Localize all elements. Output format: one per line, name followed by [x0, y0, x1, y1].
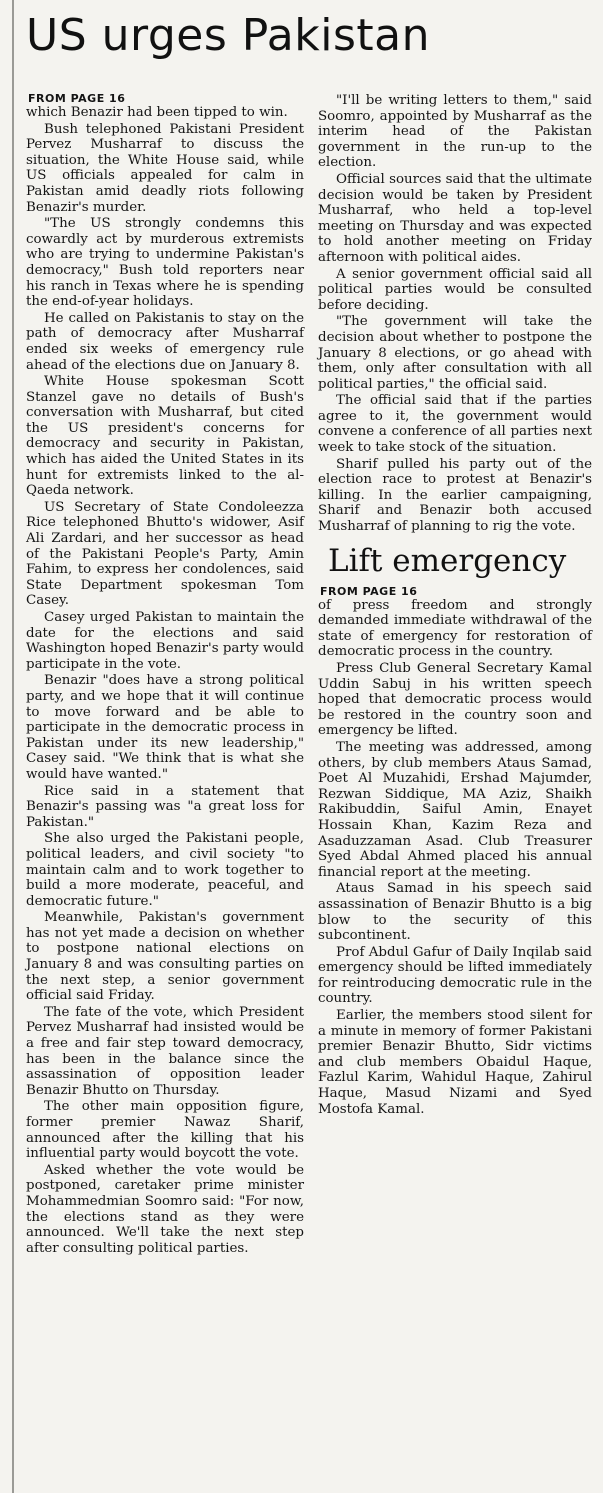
article-paragraph: Benazir "does have a strong political party, and we hope that it will continue to move forward and be able to participate in the democratic process in Pakistan under its new leadership," Casey said. "We think that is what she would have wanted." [26, 673, 304, 782]
article-column-left [26, 92, 304, 1257]
second-story-headline: Lift emergency [328, 542, 567, 579]
article-paragraph: Official sources said that the ultimate decision would be taken by President Musharraf, who held a top-level meeting on Thursday and was expected to hold another meeting on Friday afternoon with political aides. [318, 171, 592, 265]
article-paragraph: which Benazir had been tipped to win. [26, 105, 288, 120]
article-paragraph: Sharif pulled his party out of the election race to protest at Benazir's killing. In the earlier campaigning, Sharif and Benazir both accused Musharraf of planning to rig the vote. [318, 456, 592, 535]
article-paragraph: "The government will take the decision about whether to postpone the January 8 elections, or go ahead with them, only after consultation with all political parties," the official said. [318, 314, 592, 392]
article-paragraph: Meanwhile, Pakistan's government has not yet made a decision on whether to postpone national elections on January 8 and was consulting parties on the next step, a senior government official said Friday. [26, 910, 304, 1004]
article-paragraph: The official said that if the parties agree to it, the government would convene a conference of all parties next week to take stock of the situation. [318, 393, 592, 456]
continuation-label: FROM PAGE 16 [28, 92, 126, 105]
page-title: US urges Pakistan [26, 10, 430, 61]
article-paragraph: Casey urged Pakistan to maintain the date for the elections and said Washington hoped Benazir's party would participate in the vote. [26, 610, 304, 672]
article-paragraph: The other main opposition figure, former premier Nawaz Sharif, announced after the killing that his influential party would boycott the vote. [26, 1099, 304, 1162]
article-paragraph: Bush telephoned Pakistani President Pervez Musharraf to discuss the situation, the White House said, while US officials appealed for calm in Pakistan amid deadly riots following Benazir's murder. [26, 121, 304, 215]
article-paragraph: The fate of the vote, which President Pervez Musharraf had insisted would be a free and fair step toward democracy, has been in the balance since the assassination of opposition leader Benazir Bhutto on Thursday. [26, 1004, 304, 1098]
article-paragraph: of press freedom and strongly demanded immediate withdrawal of the state of emergency for restoration of democratic process in the country. [318, 597, 592, 660]
column-rule [12, 0, 14, 1493]
article-paragraph: A senior government official said all political parties would be consulted before deciding. [318, 266, 592, 313]
article-paragraph: "I'll be writing letters to them," said Soomro, appointed by Musharraf as the interim head of the Pakistan government in the run-up to the election. [318, 93, 592, 171]
article-paragraph: The meeting was addressed, among others, by club members Ataus Samad, Poet Al Muzahidi, Ershad Majumder, Rezwan Siddique, MA Aziz, Shaikh Rakibuddin, Saiful Amin, Enayet Hossain Khan, Kazim Reza and Asaduzzaman Asad. Club Treasurer Syed Abdal Ahmed placed his annual financial report at the meeting. [318, 739, 592, 880]
article-paragraph: "The US strongly condemns this cowardly act by murderous extremists who are trying to undermine Pakistan's democracy," Bush told reporters near his ranch in Texas where he is spending the end-of-year holidays. [26, 216, 304, 310]
article-paragraph: Asked whether the vote would be postponed, caretaker prime minister Mohammedmian Soomro said: "For now, the elections stand as they were announced. We'll take the next step after consulting political parties. [26, 1162, 304, 1256]
article-paragraph: Earlier, the members stood silent for a minute in memory of former Pakistani premier Benazir Bhutto, Sidr victims and club members Obaidul Haque, Fazlul Karim, Wahidul Haque, Zahirul Haque, Masud Nizami and Syed Mostofa Kamal. [318, 1008, 592, 1117]
article-paragraph: He called on Pakistanis to stay on the path of democracy after Musharraf ended six weeks of emergency rule ahead of the elections due on January 8. [26, 310, 304, 373]
article-paragraph: Press Club General Secretary Kamal Uddin Sabuj in his written speech hoped that democratic process would be restored in the country soon and emergency be lifted. [318, 661, 592, 739]
article-paragraph: White House spokesman Scott Stanzel gave no details of Bush's conversation with Musharraf, but cited the US president's concerns for democracy and security in Pakistan, which has aided the United States in its hunt for extremists linked to the al-Qaeda network. [26, 374, 304, 499]
article-column-right [318, 93, 592, 1118]
article-paragraph: Prof Abdul Gafur of Daily Inqilab said emergency should be lifted immediately for reintroducing democratic rule in the country. [318, 944, 592, 1007]
article-paragraph: She also urged the Pakistani people, political leaders, and civil society "to maintain calm and to work together to build a more moderate, peaceful, and democratic future." [26, 831, 304, 909]
article-paragraph: Rice said in a statement that Benazir's passing was "a great loss for Pakistan." [26, 783, 304, 830]
continuation-label: FROM PAGE 16 [320, 584, 418, 598]
article-paragraph: US Secretary of State Condoleezza Rice telephoned Bhutto's widower, Asif Ali Zardari, and her successor as head of the Pakistani People's Party, Amin Fahim, to express her condolences, said State Department spokesman Tom Casey. [26, 499, 304, 609]
article-paragraph: Ataus Samad in his speech said assassination of Benazir Bhutto is a big blow to the security of this subcontinent. [318, 881, 592, 944]
